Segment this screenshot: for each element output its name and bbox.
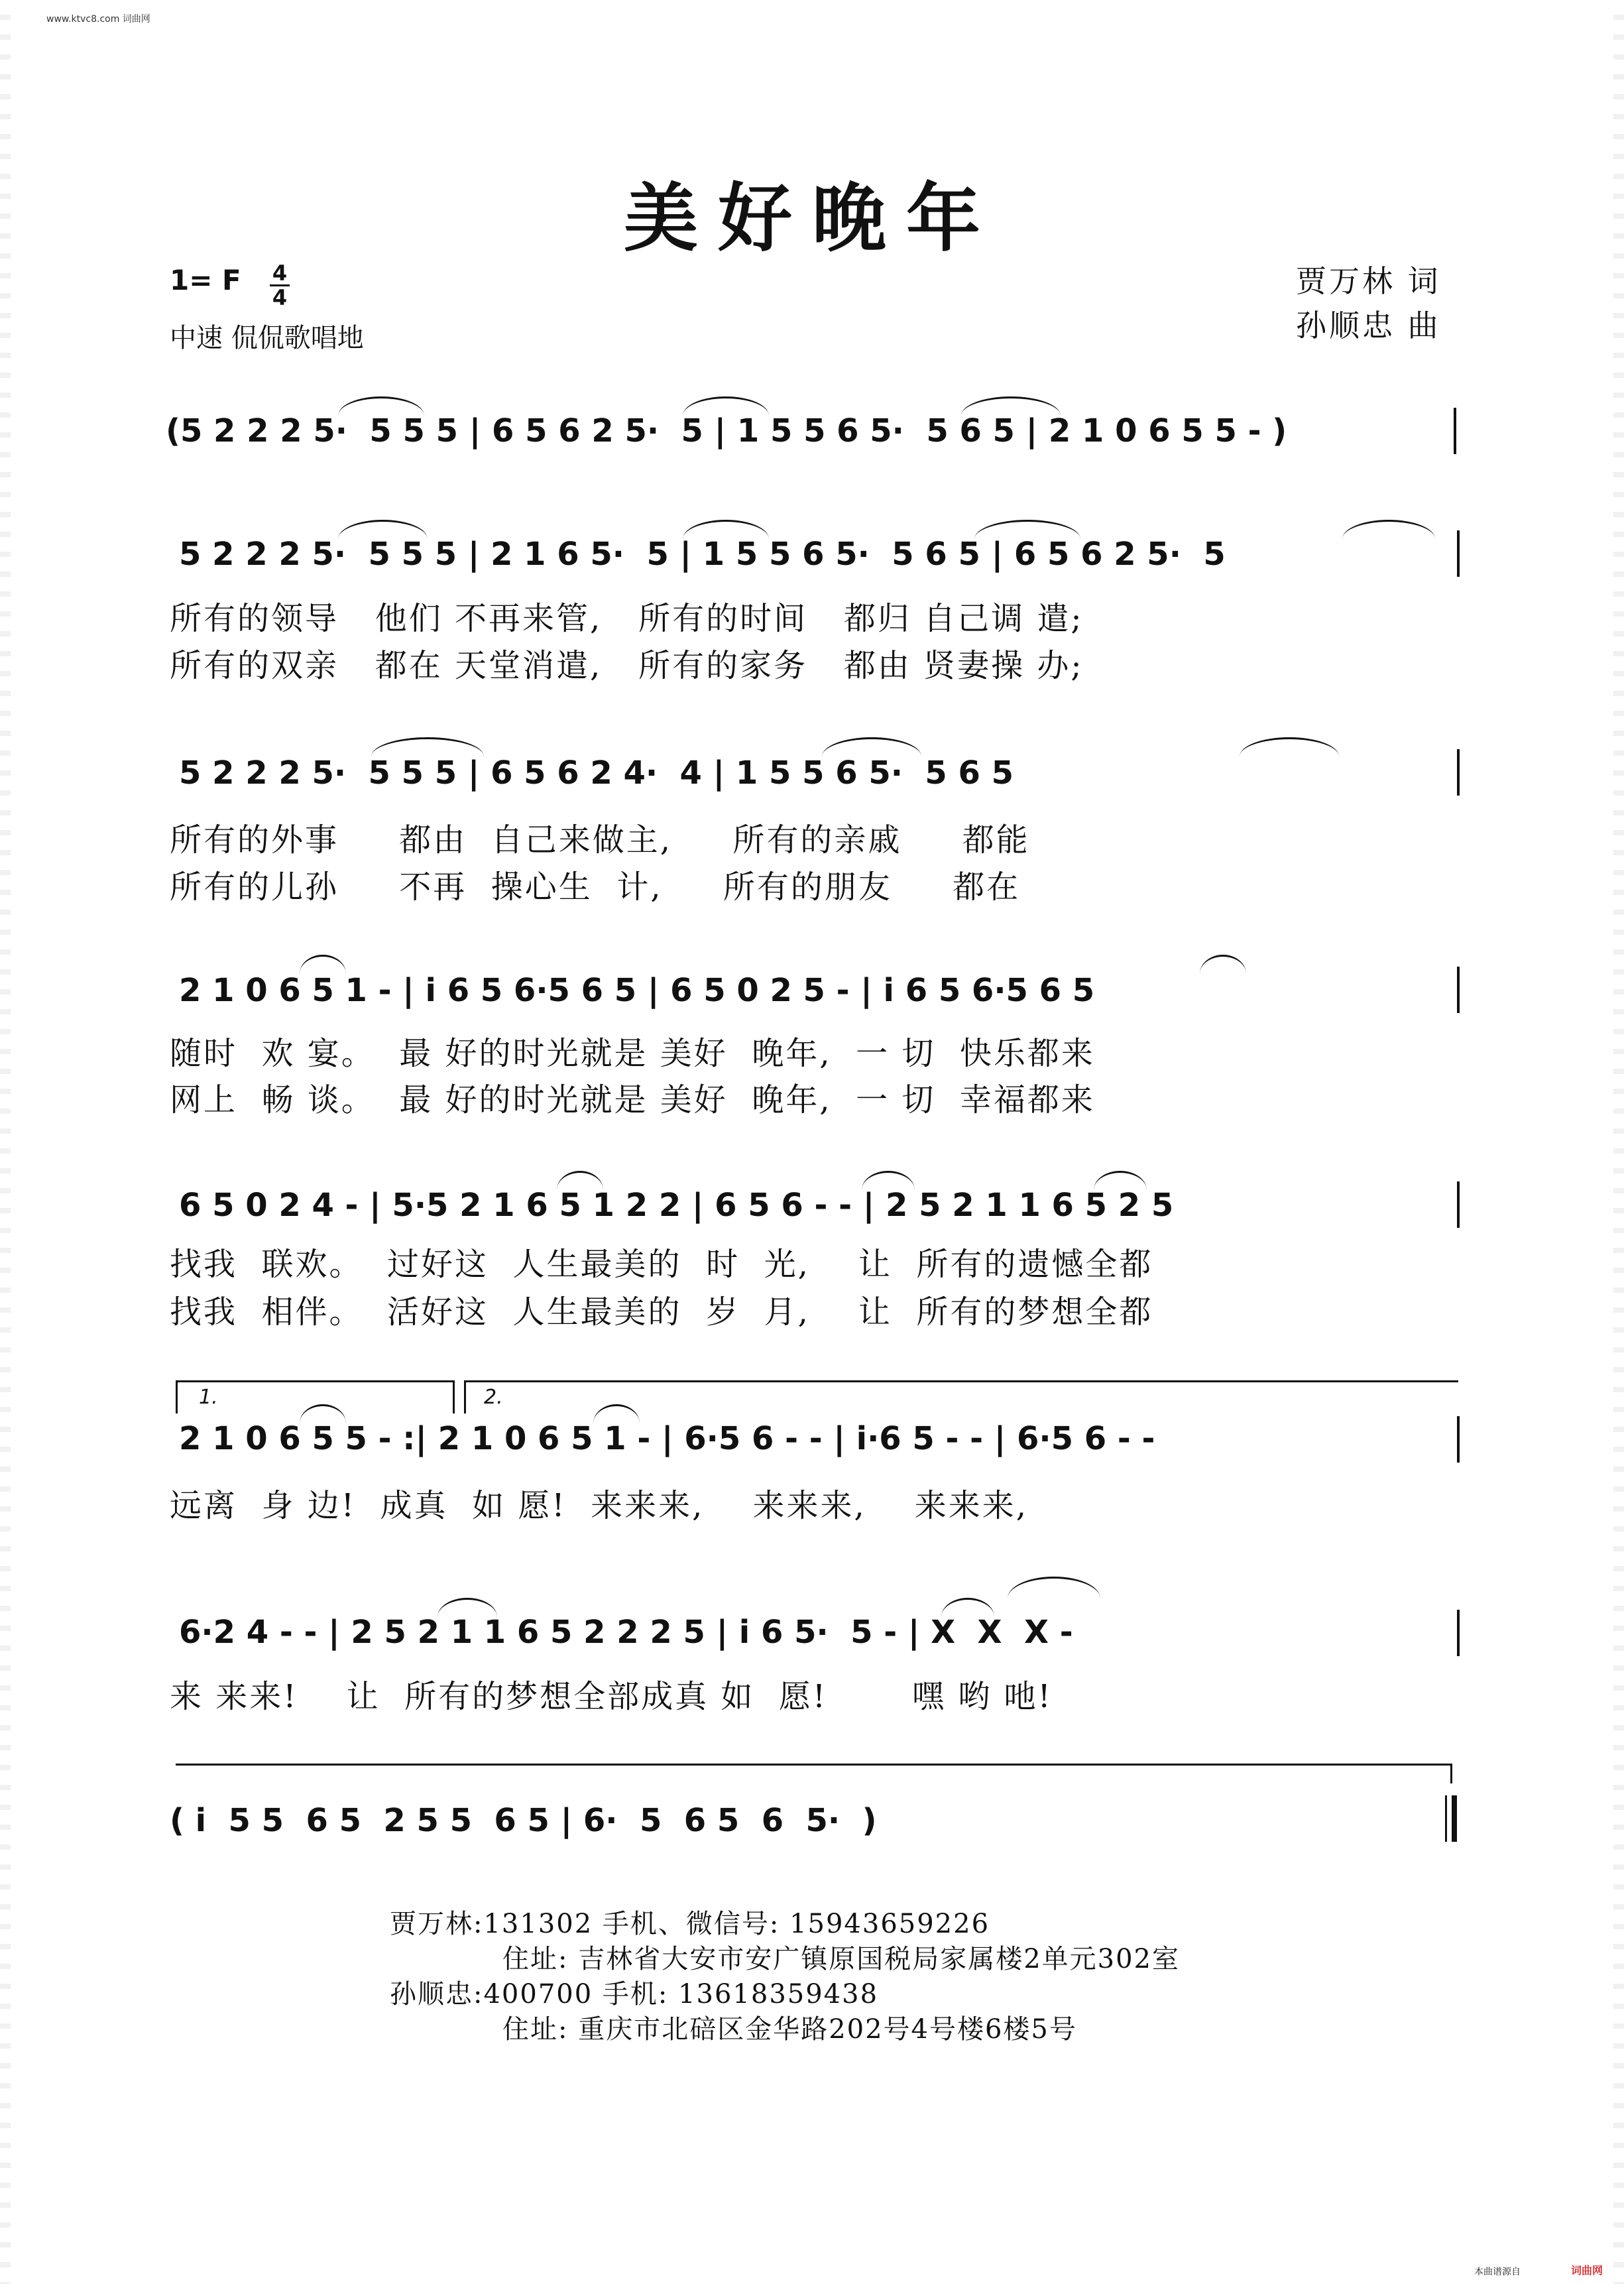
contact-composer: 孙顺忠:400700 手机: 13618359438 <box>390 1979 879 2010</box>
song-title: 美好晚年 <box>624 175 1000 262</box>
line2-lyric-verse2: 所有的儿孙 不再 操心生 计, 所有的朋友 都在 <box>170 869 1021 906</box>
volta-bracket-1-left <box>176 1380 178 1413</box>
key-signature: 1= F <box>170 264 241 296</box>
line5-notes: 2 1 0 6 5 5 - :| 2 1 0 6 5 1 - | 6·5 6 - - | i·6 5 - - | 6·5 6 - - <box>179 1420 1155 1457</box>
tempo-marking: 中速 侃侃歌唱地 <box>170 323 364 353</box>
line2-lyric-verse1: 所有的外事 都由 自己来做主, 所有的亲戚 都能 <box>170 821 1030 859</box>
slur <box>862 1171 915 1190</box>
footer-source: 本曲谱源自 <box>1474 2267 1521 2277</box>
footer-brand-logo: 词曲网 <box>1571 2264 1603 2277</box>
coda-notes: ( i 5 5 6 5 2 5 5 6 5 | 6· 5 6 5 6 5· ) <box>170 1802 877 1839</box>
barline <box>1457 1181 1460 1228</box>
line6-notes: 6·2 4 - - | 2 5 2 1 1 6 5 2 2 2 5 | i 6 5· 5 - | X X X - <box>179 1614 1073 1651</box>
line1-notes: 5 2 2 2 5· 5 5 5 | 2 1 6 5· 5 | 1 5 5 6 5· 5 6 5 | 6 5 6 2 5· 5 <box>179 536 1226 573</box>
line4-lyric-verse1: 找我 联欢。 过好这 人生最美的 时 光, 让 所有的遗憾全都 <box>170 1246 1153 1283</box>
coda-barline-thin <box>1445 1795 1447 1842</box>
left-margin-watermark <box>0 0 11 2284</box>
slur <box>300 1404 346 1423</box>
coda-top-line <box>176 1764 1452 1766</box>
line3-lyric-verse1: 随时 欢 宴。 最 好的时光就是 美好 晚年, 一 切 快乐都来 <box>170 1035 1095 1072</box>
volta-bracket-2-left <box>464 1380 466 1413</box>
slur <box>593 1404 640 1423</box>
slur <box>338 520 428 539</box>
line1-lyric-verse2: 所有的双亲 都在 天堂消遣, 所有的家务 都由 贤妻操 办; <box>170 647 1084 684</box>
line4-lyric-verse2: 找我 相伴。 活好这 人生最美的 岁 月, 让 所有的梦想全都 <box>170 1293 1153 1331</box>
line3-notes: 2 1 0 6 5 1 - | i 6 5 6·5 6 5 | 6 5 0 2 5 - | i 6 5 6·5 6 5 <box>179 972 1095 1009</box>
slur <box>1240 737 1339 756</box>
slur <box>961 396 1061 416</box>
slur <box>1200 955 1246 974</box>
time-top: 4 <box>272 261 288 286</box>
slur <box>683 520 769 539</box>
volta-label-2: 2. <box>484 1386 503 1409</box>
slur <box>1094 1171 1147 1190</box>
line6-lyric-verse1: 来 来来! 让 所有的梦想全部成真 如 愿! 嘿 哟 吔! <box>170 1678 1053 1715</box>
slur <box>683 396 769 416</box>
slur <box>338 396 424 416</box>
time-bottom: 4 <box>272 285 288 310</box>
line1-lyric-verse1: 所有的领导 他们 不再来管, 所有的时间 都归 自己调 遣; <box>170 600 1084 637</box>
line5-lyric-verse1: 远离 身 边! 成真 如 愿! 来来来, 来来来, 来来来, <box>170 1487 1028 1524</box>
time-signature <box>268 262 291 309</box>
contact-composer-address: 住址: 重庆市北碚区金华路202号4号楼6楼5号 <box>502 2014 1077 2045</box>
slur <box>822 737 921 756</box>
slur <box>974 520 1080 539</box>
slur <box>941 1598 994 1617</box>
coda-bracket-right <box>1450 1764 1452 1783</box>
lyricist-credit: 贾万林 词 <box>1296 263 1441 299</box>
line3-lyric-verse2: 网上 畅 谈。 最 好的时光就是 美好 晚年, 一 切 幸福都来 <box>170 1081 1095 1118</box>
contact-lyricist: 贾万林:131302 手机、微信号: 15943659226 <box>390 1909 990 1939</box>
prelude-notes: (5 2 2 2 5· 5 5 5 | 6 5 6 2 5· 5 | 1 5 5 6 5· 5 6 5 | 2 1 0 6 5 5 - ) <box>166 412 1287 450</box>
slur <box>557 1171 603 1190</box>
volta-bracket-1 <box>176 1380 454 1382</box>
barline <box>1457 749 1460 796</box>
coda-barline-thick <box>1452 1795 1457 1842</box>
barline <box>1457 967 1460 1013</box>
barline <box>1457 530 1460 577</box>
slur <box>1342 520 1435 539</box>
slur <box>1008 1577 1100 1598</box>
slur <box>371 737 484 756</box>
source-url: www.ktvc8.com 词曲网 <box>46 14 150 25</box>
barline <box>1457 1416 1460 1463</box>
line4-notes: 6 5 0 2 4 - | 5·5 2 1 6 5 1 2 2 | 6 5 6 - - | 2 5 2 1 1 6 5 2 5 <box>179 1187 1174 1224</box>
right-margin-watermark <box>1613 0 1624 2284</box>
volta-bracket-1-right <box>453 1380 455 1413</box>
barline <box>1457 1610 1460 1656</box>
volta-label-1: 1. <box>199 1386 218 1409</box>
slur <box>300 955 346 974</box>
final-barline <box>1454 408 1456 454</box>
line2-notes: 5 2 2 2 5· 5 5 5 | 6 5 6 2 4· 4 | 1 5 5 6 5· 5 6 5 <box>179 754 1014 792</box>
slur <box>437 1598 497 1617</box>
composer-credit: 孙顺忠 曲 <box>1296 308 1441 343</box>
volta-bracket-2 <box>464 1380 1458 1382</box>
contact-lyricist-address: 住址: 吉林省大安市安广镇原国税局家属楼2单元302室 <box>502 1944 1180 1974</box>
